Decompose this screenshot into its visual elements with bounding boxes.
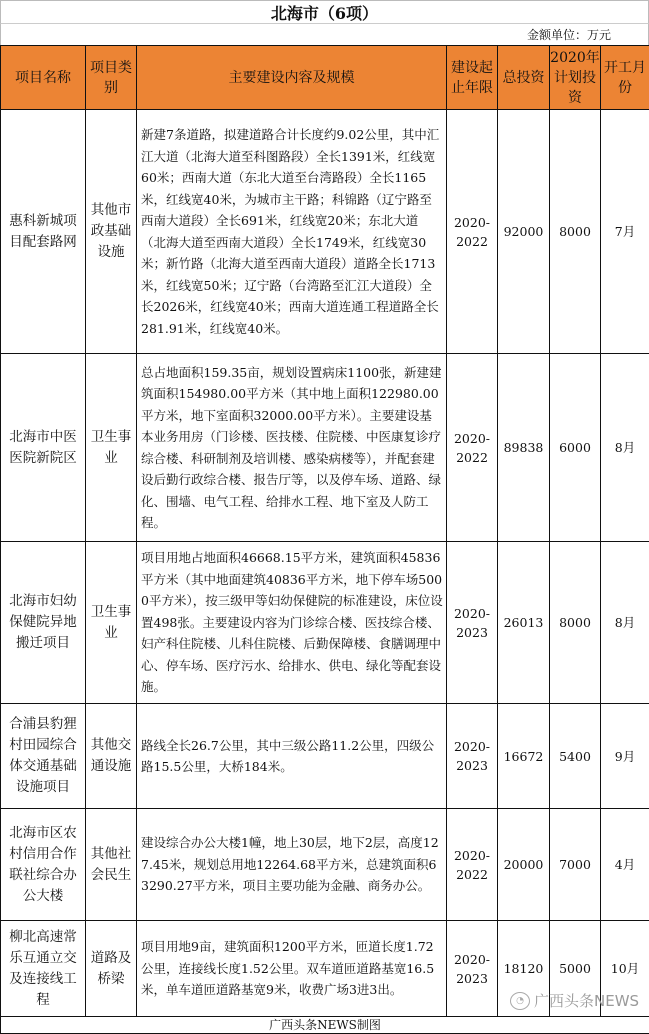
project-table [0, 45, 649, 1034]
table-row [1, 809, 649, 921]
col-header-name: 项目名称 [1, 46, 86, 110]
project-content: 项目用地9亩，建筑面积1200平方米，匝道长度1.72公里，连接线长度1.52公里。双车道匝道路基宽16.5米，单车道匝道路基宽9米，收费广场3进3出。 [137, 921, 447, 1017]
amount-unit: 金额单位：万元 [0, 24, 649, 45]
col-header-period: 建设起止年限 [447, 46, 498, 110]
project-period: 2020-2023 [447, 542, 498, 704]
col-header-plan2020: 2020年计划投资 [550, 46, 601, 110]
project-name: 北海市妇幼保健院异地搬迁项目 [1, 542, 86, 704]
project-total: 92000 [498, 110, 550, 354]
project-name: 柳北高速常乐互通立交及连接线工程 [1, 921, 86, 1017]
watermark [510, 990, 639, 1011]
table-title: 北海市（6项） [0, 0, 649, 24]
col-header-month: 开工月份 [601, 46, 649, 110]
project-total: 89838 [498, 354, 550, 542]
project-total: 26013 [498, 542, 550, 704]
footer-row [1, 1017, 649, 1034]
table-row [1, 542, 649, 704]
watermark-text: 广西头条NEWS [534, 990, 639, 1011]
project-content: 项目用地占地面积46668.15平方米，建筑面积45836平方米（其中地面建筑40836平方米，地下停车场5000平方米），按三级甲等妇幼保健院的标准建设，床位设置498张。主要建设内容为门诊综合楼、医技综合楼、妇产科住院楼、儿科住院楼、后勤保障楼、食膳调理中心、停车场、医疗污水、给排水、供电、绿化等配套设施。 [137, 542, 447, 704]
footer-credit: 广西头条NEWS制图 [1, 1017, 649, 1034]
project-plan2020: 6000 [550, 354, 601, 542]
wechat-icon: ◔ [510, 992, 530, 1010]
project-name: 北海市中医医院新院区 [1, 354, 86, 542]
project-category: 道路及桥梁 [86, 921, 137, 1017]
project-month: 8月 [601, 542, 649, 704]
project-name: 合浦县豹狸村田园综合体交通基础设施项目 [1, 704, 86, 809]
project-category: 其他社会民生 [86, 809, 137, 921]
project-month: 10月 [601, 921, 649, 1017]
col-header-category: 项目类别 [86, 46, 137, 110]
project-category: 其他市政基础设施 [86, 110, 137, 354]
project-category: 卫生事业 [86, 354, 137, 542]
project-content: 新建7条道路，拟建道路合计长度约9.02公里，其中汇江大道（北海大道至科图路段）全长1391米，红线宽60米；西南大道（东北大道至台湾路段）全长1165米，红线宽40米，为城市主干路；科锦路（辽宁路至西南大道段）全长691米，红线宽20米；东北大道（北海大道至西南大道段）全长1749米，红线宽30米；新竹路（北海大道至西南大道段）道路全长1713米，红线宽50米；辽宁路（台湾路至汇江大道段）全长2026米，红线宽40米；西南大道连通工程道路全长281.91米，红线宽40米。 [137, 110, 447, 354]
project-month: 8月 [601, 354, 649, 542]
header-row [1, 46, 649, 110]
project-total: 20000 [498, 809, 550, 921]
project-month: 9月 [601, 704, 649, 809]
table-row [1, 354, 649, 542]
project-plan2020: 8000 [550, 542, 601, 704]
project-period: 2020-2023 [447, 704, 498, 809]
project-category: 卫生事业 [86, 542, 137, 704]
project-plan2020: 5400 [550, 704, 601, 809]
table-row [1, 704, 649, 809]
project-month: 4月 [601, 809, 649, 921]
project-period: 2020-2022 [447, 809, 498, 921]
col-header-total: 总投资 [498, 46, 550, 110]
project-name: 惠科新城项目配套路网 [1, 110, 86, 354]
project-period: 2020-2022 [447, 354, 498, 542]
project-period: 2020-2023 [447, 921, 498, 1017]
project-plan2020: 7000 [550, 809, 601, 921]
project-period: 2020-2022 [447, 110, 498, 354]
project-content: 路线全长26.7公里，其中三级公路11.2公里，四级公路15.5公里，大桥184米。 [137, 704, 447, 809]
project-plan2020: 5000 [550, 921, 601, 1017]
project-content: 建设综合办公大楼1幢，地上30层，地下2层，高度127.45米，规划总用地12264.68平方米，总建筑面积63290.27平方米，项目主要功能为金融、商务办公。 [137, 809, 447, 921]
table-row [1, 110, 649, 354]
project-name: 北海市区农村信用合作联社综合办公大楼 [1, 809, 86, 921]
project-total: 18120 [498, 921, 550, 1017]
project-total: 16672 [498, 704, 550, 809]
col-header-content: 主要建设内容及规模 [137, 46, 447, 110]
project-plan2020: 8000 [550, 110, 601, 354]
project-month: 7月 [601, 110, 649, 354]
project-content: 总占地面积159.35亩，规划设置病床1100张，新建建筑面积154980.00平方米（其中地上面积122980.00平方米，地下室面积32000.00平方米）。主要建设基本业务用房（门诊楼、医技楼、住院楼、中医康复诊疗综合楼、科研制剂及培训楼、感染病楼等），并配套建设后勤行政综合楼、报告厅等，以及停车场、道路、绿化、围墙、电气工程、给排水工程、地下室及人防工程。 [137, 354, 447, 542]
project-category: 其他交通设施 [86, 704, 137, 809]
